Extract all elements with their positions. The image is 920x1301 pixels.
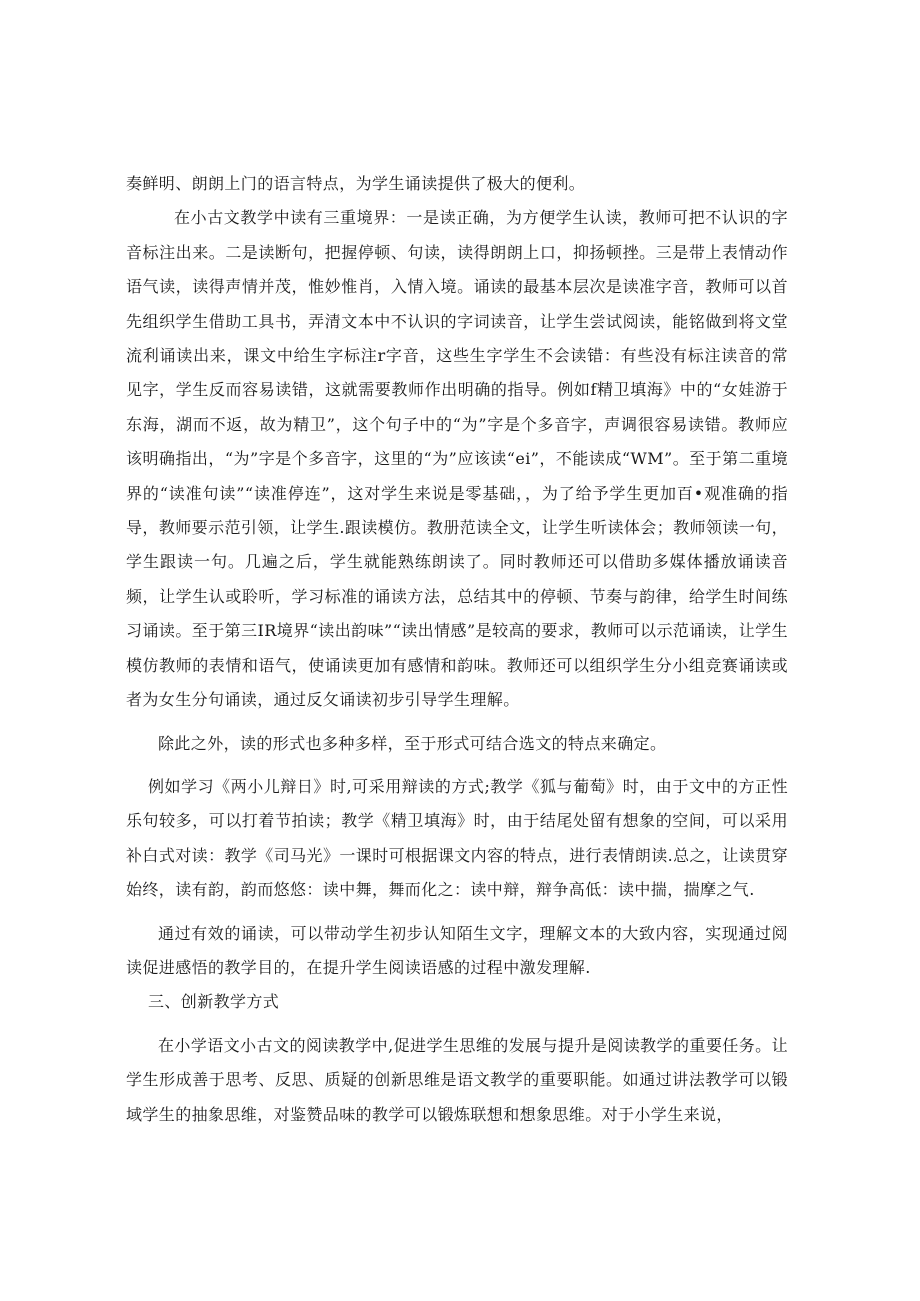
paragraph-continuation: 奏鲜明、朗朗上门的语言特点，为学生诵读提供了极大的便利。 <box>126 174 586 193</box>
section-heading: 三、创新教学方式 <box>148 992 280 1012</box>
paragraph-three-realms: 在小古文教学中读有三重境界：一是读正确，为方便学生认读，教师可把不认识的字音标注出来。二是读断句，把握停顿、句读，读得朗朗上口，抑扬顿挫。三是带上表情动作语气读，读得声情并茂，惟妙惟肖，入情入境。诵读的最基本层次是读准字音，教师可以首先组织学生借助工具书，弄清文本中不认识的字词读音，让学生尝试阅读，能铭做到将文堂流利诵读出来，课文中给生字标注r字音，这些生字学生不会读错：有些没有标注读音的常见字，学生反而容易读错，这就需要教师作出明确的指导。例如f精卫填海》中的“女娃游于东海，湖而不返，故为精卫”，这个句子中的“为”字是个多音字，声调很容易读错。教师应该明确指出，“为”字是个多音字，这里的“为”应该读“ei”，不能读成“WM”。至于第二重境界的“读准句读”“读准停连”，这对学生来说是零基础，，为了给予学生更加百•观准确的指导，教师要示范引领，让学生.跟读模仿。教册范读全文，让学生听读体会；教师领读一句，学生跟读一句。几遍之后，学生就能熟练朗读了。同时教师还可以借助多媒体播放诵读音频，让学生认或聆听，学习标准的诵读方法，总结其中的停顿、节奏与韵律，给学生时间练习诵读。至于第三IR境界“读出韵味”“读出情感”是较高的要求，教师可以示范诵读，让学生模仿教师的表情和语气，使诵读更加有感情和韵味。教师还可以组织学生分小组竞赛诵读或者为女生分句诵读，通过反攵诵读初步引导学生理解。 <box>126 208 788 710</box>
paragraph-effective-reading: 通过有效的诵读，可以带动学生初步认知陌生文字，理解文本的大致内容，实现通过阅读促进感悟的教学目的，在提升学生阅读语感的过程中激发理解. <box>126 923 788 977</box>
paragraph-reading-forms: 除此之外，读的形式也多种多样，至于形式可结合选文的特点来确定。 <box>158 733 667 753</box>
paragraph-innovative-teaching: 在小学语文小古文的阅读教学中,促进学生思维的发展与提升是阅读教学的重要任务。让学生形成善于思考、反思、质疑的创新思维是语文教学的重要职能。如通过讲法教学可以锻域学生的抽象思维，对鉴赞品味的教学可以锻炼联想和想象思维。对于小学生来说， <box>126 1035 788 1124</box>
document-body <box>126 167 788 1132</box>
paragraph-examples: 例如学习《两小儿辩日》时,可采用辩读的方式;教学《狐与葡萄》时，由于文中的方正性乐句较多，可以打着节拍读；教学《精卫填海》时，由于结尾处留有想象的空间，可以采用补白式对读：教学《司马光》一课时可根据课文内容的特点，进行表情朗读.总之，让读贯穿始终，读有韵，韵而悠悠：读中舞，舞而化之：读中辩，辩争高低：读中揣，揣摩之气. <box>126 776 788 900</box>
